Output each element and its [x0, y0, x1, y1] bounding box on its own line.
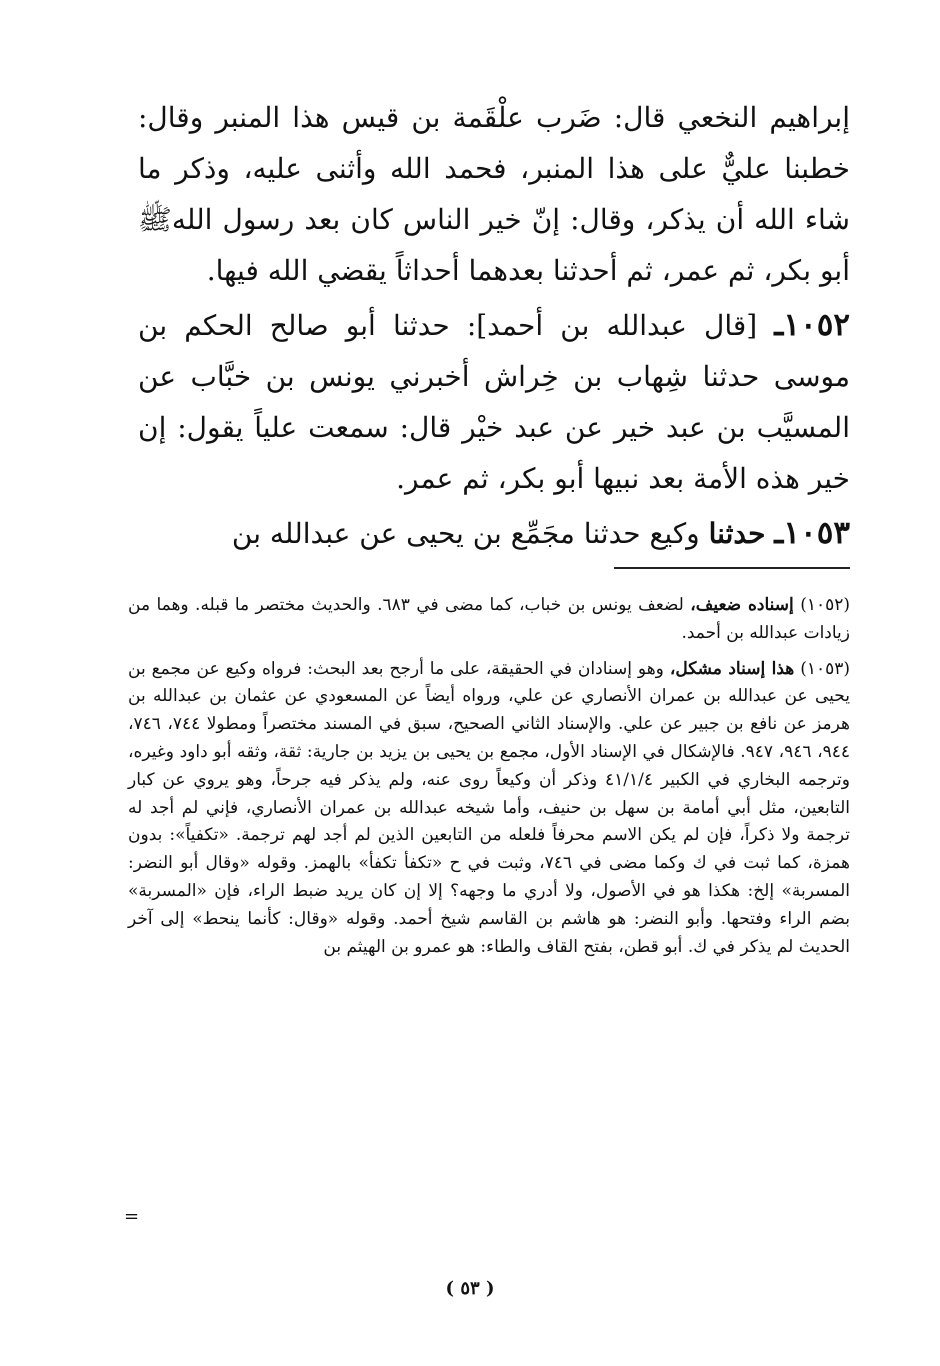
paragraph-continuation: إبراهيم النخعي قال: ضَرب علْقَمة بن قيس هذا المنبر وقال: خطبنا عليٌّ على هذا المنبر، فحمد الله وأثنى عليه، وذكر ما شاء الله أن يذكر، وقال: إنّ خير الناس كان بعد رسول اللهﷺ أبو بكر، ثم عمر، ثم أحدثنا بعدهما أحداثاً يقضي الله فيها. [138, 101, 850, 287]
hadith-1053 [138, 508, 850, 559]
footnote-1053-grade: هذا إسناد مشكل، [669, 658, 795, 679]
hadith-1053-lead-word: حدثنا [708, 517, 766, 550]
hadith-1052-text: [قال عبدالله بن أحمد]: حدثنا أبو صالح الحكم بن موسى حدثنا شِهاب بن خِراش أخبرني يونس بن خبَّاب عن المسيَّب بن عبد خير عن عبد خيْر قال: سمعت علياً يقول: إن خير هذه الأمة بعد نبيها أبو بكر، ثم عمر. [138, 309, 850, 495]
hadith-1052 [138, 300, 850, 504]
footnote-1052-text: لضعف يونس بن خباب، كما مضى في ٦٨٣. والحديث مختصر ما قبله. وهما من زيادات عبدالله بن أحمد. [128, 595, 850, 643]
footnote-1053 [128, 656, 850, 962]
footnote-1053-text: وهو إسنادان في الحقيقة، على ما أرجح بعد البحث: فرواه وكيع عن مجمع بن يحيى عن عبدالله بن عمران الأنصاري عن علي، ورواه أيضاً عن المسعودي عن عثمان بن عبدالله بن هرمز عن نافع بن جبير عن علي. والإسناد الثاني الصحيح، سبق في المسند مختصراً ومطولا ٧٤٤، ٧٤٦، ٩٤٤، ٩٤٦، ٩٤٧. فالإشكال في الإسناد الأول، مجمع بن يحيى بن يزيد بن جارية: ثقة، وثقه أبو داود وغيره، وترجمه البخاري في الكبير ٤١/١/٤ وذكر أن وكيعاً روى عنه، ولم يذكر فيه جرحاً، وهو يروي عن كبار التابعين، مثل أبي أمامة بن سهل بن حنيف، وأما شيخه عبدالله بن عمران الأنصاري، فإني لم أجد له ترجمة ولا ذكراً، فإن لم يكن الاسم محرفاً فلعله من التابعين الذين لم أجد لهم ترجمة. «تكفياً»: بدون همزة، كما ثبت في ك وكما مضى في ٧٤٦، وثبت في ح «تكفأ تكفأ» بالهمز. وقوله «وقال أبو النضر: المسربة» إلخ: هكذا هو في الأصول، ولا أدري ما وجهه؟ إلا إن كان يريد ضبط الراء، فإن «المسربة» بضم الراء وفتحها. وأبو النضر: هو هاشم بن القاسم شيخ أحمد. وقوله «وقال: كأنما ينحط» إلى آخر الحديث لم يذكر في ك. أبو قطن، بفتح القاف والطاء: هو عمرو بن الهيثم بن [128, 658, 851, 957]
page-number: ( ٥٣ ) [445, 1278, 495, 1299]
hadith-number-1053: ١٠٥٣ـ [774, 515, 850, 551]
footnote-number-1052: (١٠٥٢) [800, 595, 851, 615]
footnote-1052 [128, 592, 850, 648]
footnote-divider [614, 567, 850, 569]
hadith-1053-text: وكيع حدثنا مجَمِّع بن يحيى عن عبدالله بن [231, 517, 700, 550]
hadith-number-1052: ١٠٥٢ـ [774, 307, 850, 343]
footnote-number-1053: (١٠٥٣) [800, 658, 851, 679]
continuation-mark: = [124, 1206, 140, 1227]
footnotes [128, 592, 850, 969]
main-text [138, 92, 850, 559]
footnote-1052-grade: إسناده ضعيف، [690, 595, 794, 615]
